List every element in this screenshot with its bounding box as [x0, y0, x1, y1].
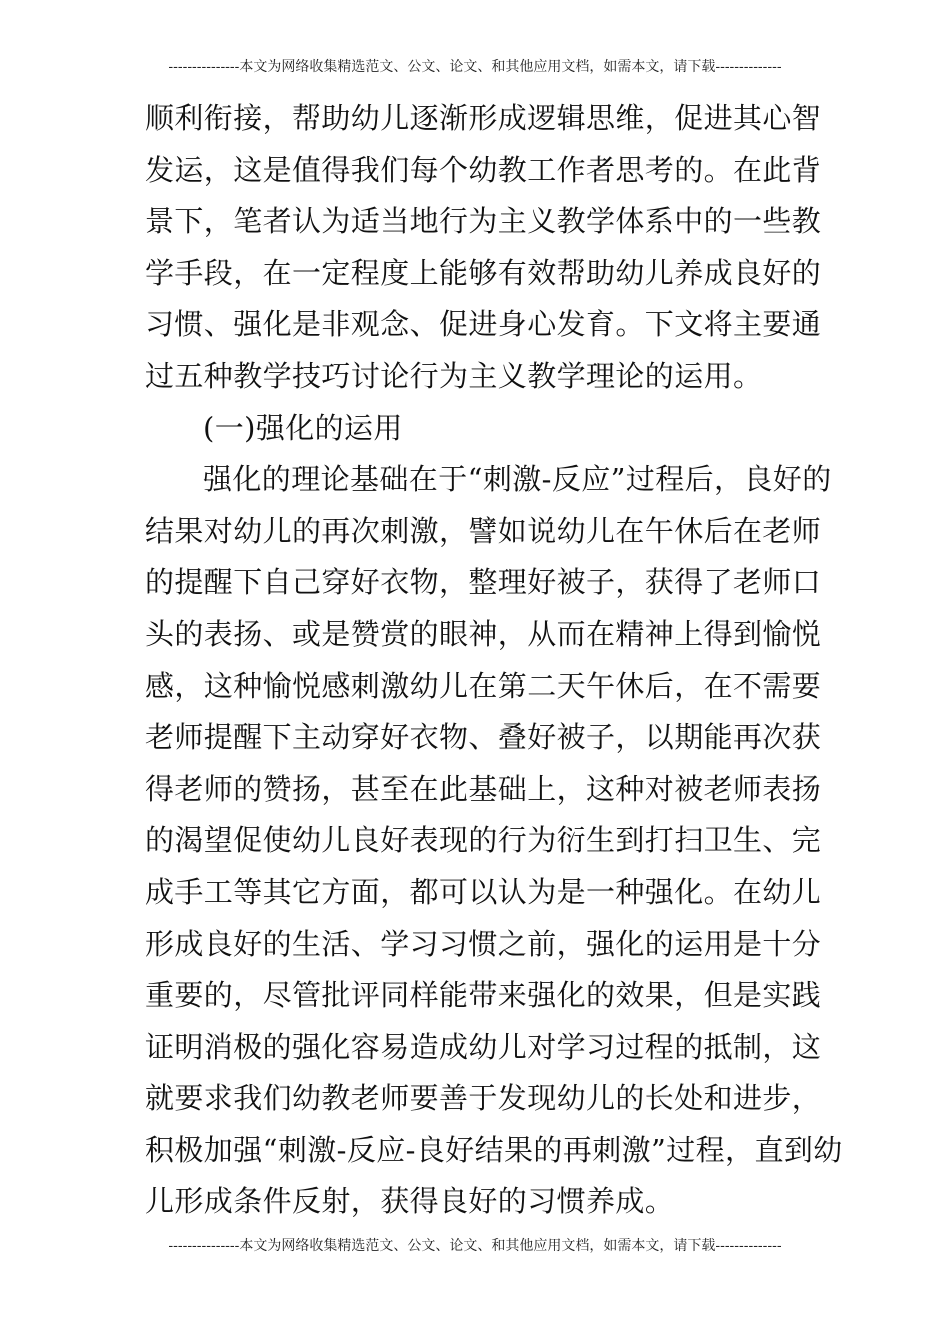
text-line: 就要求我们幼教老师要善于发现幼儿的长处和进步， — [145, 1081, 822, 1116]
text-line: 成手工等其它方面，都可以认为是一种强化。在幼儿 — [145, 874, 822, 909]
text-line: 顺利衔接，帮助幼儿逐渐形成逻辑思维，促进其心智 — [145, 101, 822, 135]
text-line: 景下，笔者认为适当地行为主义教学体系中的一些教 — [145, 204, 822, 239]
document-body — [145, 93, 843, 1228]
text-line: 得老师的赞扬，甚至在此基础上，这种对被老师表扬 — [145, 771, 822, 806]
text-line: 老师提醒下主动穿好衣物、叠好被子，以期能再次获 — [145, 720, 822, 755]
text-line: 发运，这是值得我们每个幼教工作者思考的。在此背 — [145, 152, 822, 187]
header-banner: ---------------本文为网络收集精选范文、公文、论文、和其他应用文档，如需本文，请下载-------------- — [168, 59, 782, 75]
text-line: 的渴望促使幼儿良好表现的行为衍生到打扫卫生、完 — [145, 823, 822, 858]
footer-banner: ---------------本文为网络收集精选范文、公文、论文、和其他应用文档，如需本文，请下载-------------- — [168, 1238, 782, 1254]
section-heading: (一)强化的运用 — [203, 410, 403, 445]
text-line: 的提醒下自己穿好衣物，整理好被子，获得了老师口 — [145, 565, 822, 600]
text-line: 学手段，在一定程度上能够有效帮助幼儿养成良好的 — [145, 255, 822, 290]
paragraph-first-line: 强化的理论基础在于“刺激-反应”过程后，良好的 — [203, 462, 832, 497]
text-line: 过五种教学技巧讨论行为主义教学理论的运用。 — [145, 358, 763, 393]
text-line: 感，这种愉悦感刺激幼儿在第二天午休后，在不需要 — [145, 668, 822, 703]
text-line: 积极加强“刺激-反应-良好结果的再刺激”过程，直到幼 — [145, 1132, 843, 1167]
text-line: 证明消极的强化容易造成幼儿对学习过程的抵制，这 — [145, 1029, 822, 1064]
text-line: 形成良好的生活、学习习惯之前，强化的运用是十分 — [145, 926, 822, 961]
text-line: 儿形成条件反射，获得良好的习惯养成。 — [145, 1184, 675, 1219]
text-line: 重要的，尽管批评同样能带来强化的效果，但是实践 — [145, 978, 822, 1013]
text-line: 结果对幼儿的再次刺激，譬如说幼儿在午休后在老师 — [145, 513, 822, 548]
text-line: 头的表扬、或是赞赏的眼神，从而在精神上得到愉悦 — [145, 616, 822, 651]
text-line: 习惯、强化是非观念、促进身心发育。下文将主要通 — [145, 307, 822, 342]
